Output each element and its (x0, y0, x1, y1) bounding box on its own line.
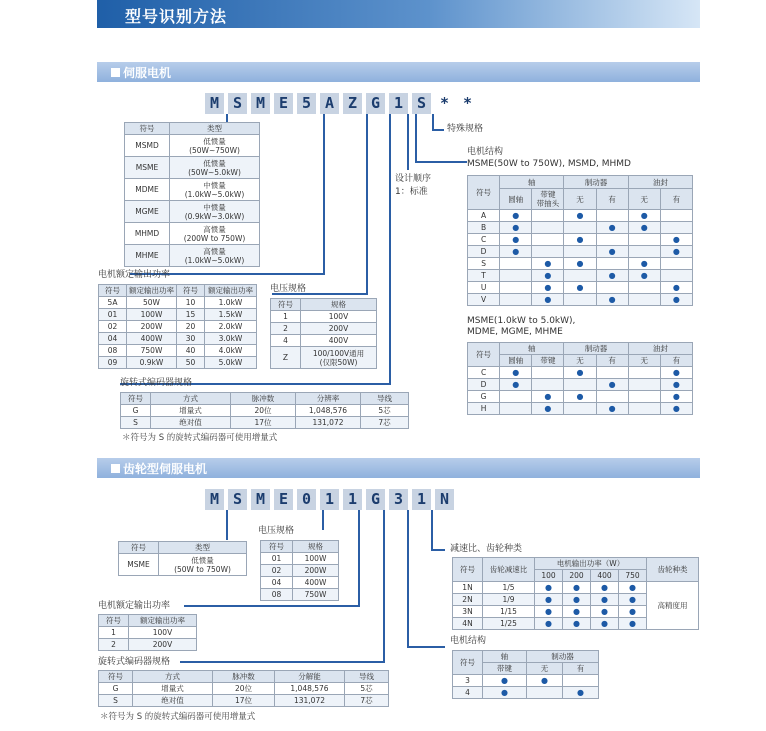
code-char: 3 (389, 489, 408, 510)
dot-mark (591, 582, 619, 594)
table-row: V ● ● ● (468, 294, 693, 306)
table-row: Z 100/100V通用 (仅限50W) (271, 347, 377, 369)
section-servo-motor (97, 62, 700, 82)
table-row: MGME 中惯量 (0.9kW~3.0kW) (125, 201, 260, 223)
gear-table: 符号 齿轮减速比 电机输出功率（W） 齿轮种类 100 200 400 750 1N 1/5 ● ● ● ● 高精度用 2N 1/9 ● ● ● ● 3N 1/15 ● ● ● ● 4N 1/25 ● ● ● ● (452, 557, 699, 630)
table-row: 1 100V (271, 311, 377, 323)
structure-table-2: 符号 轴 制动器 油封 圆轴 带键 无 有 无 有 C ● ● ● D ● ● ● G ● ● ● H ● ● ● (467, 342, 693, 415)
dot-mark (500, 210, 532, 222)
table-row: S 绝对值 17位 131,072 7芯 (99, 695, 389, 707)
dot-mark (564, 282, 596, 294)
table-row: 04 400W 30 3.0kW (99, 333, 257, 345)
dot-mark (527, 675, 563, 687)
dot-mark (500, 222, 532, 234)
dot-mark (563, 594, 591, 606)
table-row: 3 ● ● (453, 675, 599, 687)
dot-mark (535, 618, 563, 630)
dot-mark (532, 294, 564, 306)
gear-type-table: 符号 类型 MSME 低惯量 (50W to 750W) (118, 541, 247, 576)
table-row: U ● ● ● (468, 282, 693, 294)
dot-mark (619, 606, 647, 618)
design-title: 设计顺序 (395, 174, 432, 184)
gear-voltage-title: 电压规格 (258, 526, 295, 536)
dot-mark (532, 270, 564, 282)
dot-mark (532, 282, 564, 294)
gear-model-code (205, 489, 454, 510)
table-row: MDME 中惯量 (1.0kW~5.0kW) (125, 179, 260, 201)
dot-mark (596, 246, 628, 258)
dot-mark (500, 367, 532, 379)
code-char: A (320, 93, 339, 114)
type-table: 符号 类型 MSMD 低惯量 (50W~750W) MSME 低惯量 (50W~5.0kW) MDME 中惯量 (1.0kW~5.0kW) MGME 中惯量 (0.9kW~3.0kW) MHMD 高惯量 (200W to 750W) MHME 高惯量 (1.0kW~5.0kW) (124, 122, 260, 267)
dot-mark (563, 618, 591, 630)
dot-mark (564, 234, 596, 246)
encoder-note: ＊符号为 S 的旋转式编码器可使用增量式 (122, 433, 278, 443)
dot-mark (535, 582, 563, 594)
section-title: 伺服电机 (123, 66, 172, 80)
table-row: 04 400W (261, 577, 339, 589)
code-char: G (366, 93, 385, 114)
dot-mark (596, 270, 628, 282)
dot-mark (564, 258, 596, 270)
dot-mark (628, 258, 660, 270)
code-char: 1 (412, 489, 431, 510)
structure-table-1: 符号 轴 制动器 油封 圆轴 带键 带抽头 无 有 无 有 A ● ● ● B ● ● ● C ● ● ● D ● ● ● S ● ● ● T ● ● ● U ● ● ● V ● ● ● (467, 175, 693, 306)
code-char: S (228, 489, 247, 510)
dot-mark (628, 270, 660, 282)
encoder-title: 旋转式编码器规格 (120, 378, 193, 388)
code-char: S (228, 93, 247, 114)
table-row: 4 ● ● (453, 687, 599, 699)
table-row: 1 100V (99, 627, 197, 639)
code-char: 1 (389, 93, 408, 114)
code-char: * (435, 93, 454, 114)
dot-mark (535, 594, 563, 606)
structure-sub2a: MSME(1.0kW to 5.0kW), (467, 316, 576, 326)
dot-mark (500, 246, 532, 258)
design-value: 1：标准 (395, 187, 428, 197)
table-row: 09 0.9kW 50 5.0kW (99, 357, 257, 369)
dot-mark (619, 582, 647, 594)
page-title: 型号识别方法 (125, 7, 228, 26)
code-char: 1 (343, 489, 362, 510)
dot-mark (619, 618, 647, 630)
gear-voltage-table: 符号 规格 01 100W 02 200W 04 400W 08 750W (260, 540, 339, 601)
voltage-title: 电压规格 (270, 284, 307, 294)
encoder-table: 符号 方式 脉冲数 分辨率 导线 G 增量式 20位 1,048,576 5芯 S 绝对值 17位 131,072 7芯 (120, 392, 409, 429)
table-row: D ● ● ● (468, 246, 693, 258)
code-char: M (205, 489, 224, 510)
table-row: 02 200W 20 2.0kW (99, 321, 257, 333)
dot-mark (500, 234, 532, 246)
dot-mark (596, 294, 628, 306)
table-row: H ● ● ● (468, 403, 693, 415)
table-row: MHME 高惯量 (1.0kW~5.0kW) (125, 245, 260, 267)
model-code (205, 93, 477, 114)
code-char: 0 (297, 489, 316, 510)
table-row: A ● ● ● (468, 210, 693, 222)
dot-mark (532, 403, 564, 415)
gear-encoder-note: ＊符号为 S 的旋转式编码器可使用增量式 (100, 712, 256, 722)
dot-mark (532, 391, 564, 403)
table-row: MSME 低惯量 (50W~5.0kW) (125, 157, 260, 179)
code-char: M (251, 489, 270, 510)
table-row: 01 100W (261, 553, 339, 565)
table-row: T ● ● ● (468, 270, 693, 282)
dot-mark (563, 687, 599, 699)
dot-mark (564, 367, 596, 379)
code-char: 1 (320, 489, 339, 510)
code-char: * (458, 93, 477, 114)
table-row: 1N 1/5 ● ● ● ● 高精度用 (453, 582, 699, 594)
gear-structure-title: 电机结构 (450, 636, 487, 646)
table-row: 2 200V (271, 323, 377, 335)
table-row: 08 750W (261, 589, 339, 601)
code-char: E (274, 489, 293, 510)
special-title: 特殊规格 (447, 124, 484, 134)
table-row: MHMD 高惯量 (200W to 750W) (125, 223, 260, 245)
code-char: E (274, 93, 293, 114)
table-row: 5A 50W 10 1.0kW (99, 297, 257, 309)
table-row: C ● ● ● (468, 367, 693, 379)
structure-sub1: MSME(50W to 750W), MSMD, MHMD (467, 159, 631, 169)
table-row: 3N 1/15 ● ● ● ● (453, 606, 699, 618)
dot-mark (660, 391, 692, 403)
dot-mark (500, 379, 532, 391)
dot-mark (563, 606, 591, 618)
dot-mark (564, 210, 596, 222)
table-row: D ● ● ● (468, 379, 693, 391)
dot-mark (660, 403, 692, 415)
dot-mark (591, 594, 619, 606)
gear-title: 减速比、齿轮种类 (450, 544, 523, 554)
dot-mark (591, 618, 619, 630)
dot-mark (660, 379, 692, 391)
dot-mark (596, 379, 628, 391)
section-gear-motor (97, 458, 700, 478)
gear-encoder-table: 符号 方式 脉冲数 分解能 导线 G 增量式 20位 1,048,576 5芯 S 绝对值 17位 131,072 7芯 (98, 670, 389, 707)
structure-sub2b: MDME, MGME, MHME (467, 327, 563, 337)
dot-mark (660, 294, 692, 306)
table-row: MSME 低惯量 (50W to 750W) (119, 554, 247, 576)
table-row: 2N 1/9 ● ● ● ● (453, 594, 699, 606)
power-table: 符号 额定输出功率 符号 额定输出功率 5A 50W 10 1.0kW 01 100W 15 1.5kW 02 200W 20 2.0kW 04 400W 30 3.0kW 08 750W 40 4.0kW 09 0.9kW 50 5.0kW (98, 284, 257, 369)
dot-mark (563, 582, 591, 594)
gear-power-title: 电机额定输出功率 (98, 601, 171, 611)
table-row: G 增量式 20位 1,048,576 5芯 (121, 405, 409, 417)
table-row: G 增量式 20位 1,048,576 5芯 (99, 683, 389, 695)
code-char: M (251, 93, 270, 114)
dot-mark (660, 246, 692, 258)
gear-power-table: 符号 额定输出功率 1 100V 2 200V (98, 614, 197, 651)
gear-structure-table: 符号 轴 制动器 带键 无 有 3 ● ● 4 ● ● (452, 650, 599, 699)
table-row: 01 100W 15 1.5kW (99, 309, 257, 321)
code-char: G (366, 489, 385, 510)
dot-mark (532, 258, 564, 270)
dot-mark (619, 594, 647, 606)
dot-mark (483, 687, 527, 699)
table-row: 4 400V (271, 335, 377, 347)
dot-mark (628, 222, 660, 234)
code-char: S (412, 93, 431, 114)
section-title: 齿轮型伺服电机 (123, 462, 208, 476)
dot-mark (596, 222, 628, 234)
dot-mark (564, 391, 596, 403)
table-row: 2 200V (99, 639, 197, 651)
code-char: Z (343, 93, 362, 114)
table-row: 4N 1/25 ● ● ● ● (453, 618, 699, 630)
code-char: N (435, 489, 454, 510)
dot-mark (596, 403, 628, 415)
table-row: G ● ● ● (468, 391, 693, 403)
table-row: C ● ● ● (468, 234, 693, 246)
dot-mark (660, 367, 692, 379)
table-row: S ● ● ● (468, 258, 693, 270)
table-row: 02 200W (261, 565, 339, 577)
dot-mark (483, 675, 527, 687)
power-title: 电机额定输出功率 (98, 270, 171, 280)
table-row: 08 750W 40 4.0kW (99, 345, 257, 357)
dot-mark (660, 282, 692, 294)
code-char: 5 (297, 93, 316, 114)
code-char: M (205, 93, 224, 114)
voltage-table: 符号 规格 1 100V 2 200V 4 400V Z 100/100V通用 (仅限50W) (270, 298, 377, 369)
dot-mark (591, 606, 619, 618)
dot-mark (660, 234, 692, 246)
table-row: MSMD 低惯量 (50W~750W) (125, 135, 260, 157)
table-row: S 绝对值 17位 131,072 7芯 (121, 417, 409, 429)
table-row: B ● ● ● (468, 222, 693, 234)
dot-mark (535, 606, 563, 618)
gear-encoder-title: 旋转式编码器规格 (98, 657, 171, 667)
structure-title: 电机结构 (467, 147, 504, 157)
dot-mark (628, 210, 660, 222)
